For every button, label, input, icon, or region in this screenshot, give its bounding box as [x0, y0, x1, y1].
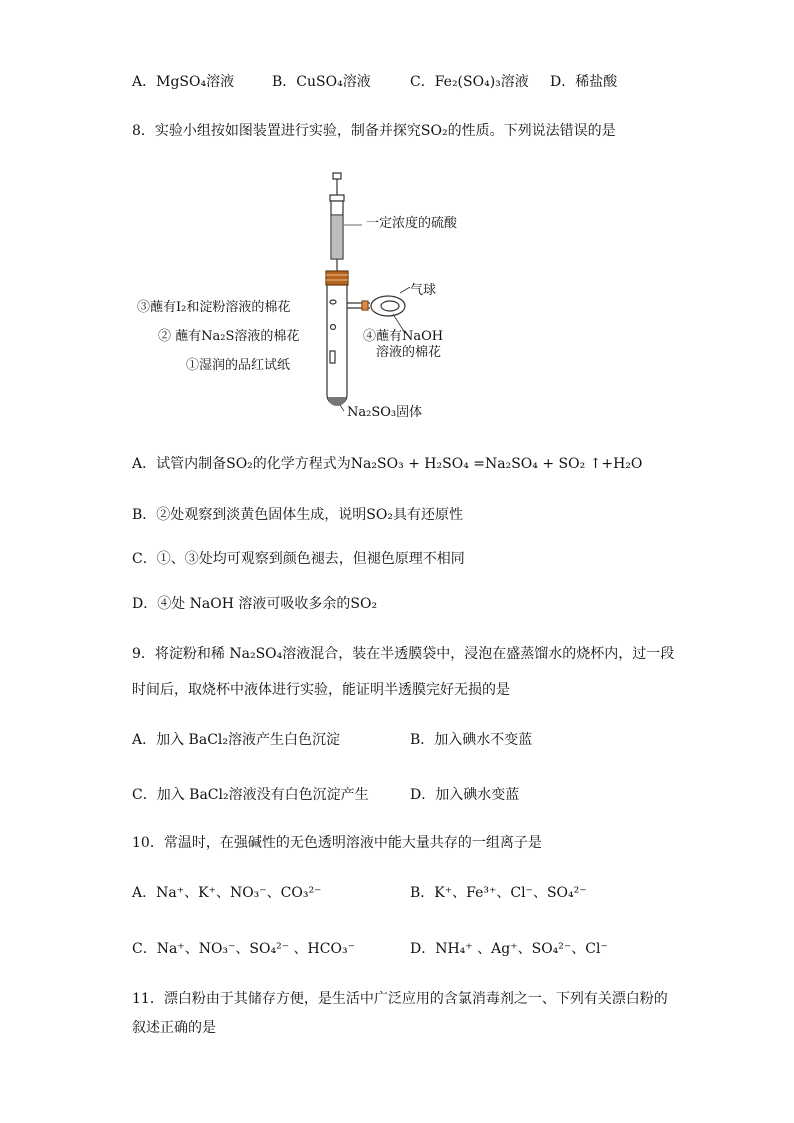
q7-option-d: D．稀盐酸	[550, 74, 618, 90]
q11-stem-line1: 11．漂白粉由于其储存方便，是生活中广泛应用的含氯消毒剂之一、下列有关漂白粉的	[132, 991, 668, 1007]
q11-stem-line2: 叙述正确的是	[132, 1020, 216, 1036]
label-wet-paper: ①湿润的品红试纸	[186, 358, 291, 373]
q10-option-d: D．NH₄⁺ 、Ag⁺、SO₄²⁻、Cl⁻	[410, 941, 608, 957]
q8-option-c: C．①、③处均可观察到颜色褪去，但褪色原理不相同	[132, 551, 465, 567]
q9-option-d: D．加入碘水变蓝	[410, 787, 520, 803]
q7-option-a: A．MgSO₄溶液	[132, 74, 235, 90]
q8-option-d: D．④处 NaOH 溶液可吸收多余的SO₂	[132, 596, 378, 612]
label-balloon: 气球	[410, 283, 437, 298]
q9-stem-line2: 时间后，取烧杯中液体进行实验，能证明半透膜完好无损的是	[132, 682, 510, 698]
q10-stem: 10．常温时，在强碱性的无色透明溶液中能大量共存的一组离子是	[132, 835, 542, 851]
label-cotton-na2s: ② 蘸有Na₂S溶液的棉花	[158, 329, 300, 344]
q8-option-a: A．试管内制备SO₂的化学方程式为Na₂SO₃ + H₂SO₄ =Na₂SO₄ + SO₂ ↑+H₂O	[132, 456, 643, 472]
label-cotton-iodine-starch: ③蘸有I₂和淀粉溶液的棉花	[137, 300, 291, 315]
q8-stem: 8．实验小组按如图装置进行实验，制备并探究SO₂的性质。下列说法错误的是	[132, 123, 616, 139]
label-cotton-naoh-line1: ④蘸有NaOH	[363, 329, 444, 344]
q9-option-c: C．加入 BaCl₂溶液没有白色沉淀产生	[132, 787, 369, 803]
q7-option-c: C．Fe₂(SO₄)₃溶液	[410, 74, 529, 90]
q9-stem-line1: 9．将淀粉和稀 Na₂SO₄溶液混合，装在半透膜袋中，浸泡在盛蒸馏水的烧杯内，过一段	[132, 646, 675, 662]
q9-option-a: A．加入 BaCl₂溶液产生白色沉淀	[132, 732, 340, 748]
q10-option-b: B．K⁺、Fe³⁺、Cl⁻、SO₄²⁻	[410, 885, 587, 901]
q10-option-a: A．Na⁺、K⁺、NO₃⁻、CO₃²⁻	[132, 885, 322, 901]
syringe-icon	[330, 173, 344, 273]
q10-option-c: C．Na⁺、NO₃⁻、SO₄²⁻ 、HCO₃⁻	[132, 941, 355, 957]
label-na2so3-solid: Na₂SO₃固体	[347, 405, 423, 420]
apparatus-diagram	[300, 165, 470, 425]
q9-option-b: B．加入碘水不变蓝	[410, 732, 533, 748]
label-cotton-naoh-line2: 溶液的棉花	[376, 345, 442, 360]
q8-option-b: B．②处观察到淡黄色固体生成，说明SO₂具有还原性	[132, 507, 463, 523]
label-sulfuric-acid: 一定浓度的硫酸	[366, 216, 458, 231]
q7-option-b: B．CuSO₄溶液	[272, 74, 371, 90]
